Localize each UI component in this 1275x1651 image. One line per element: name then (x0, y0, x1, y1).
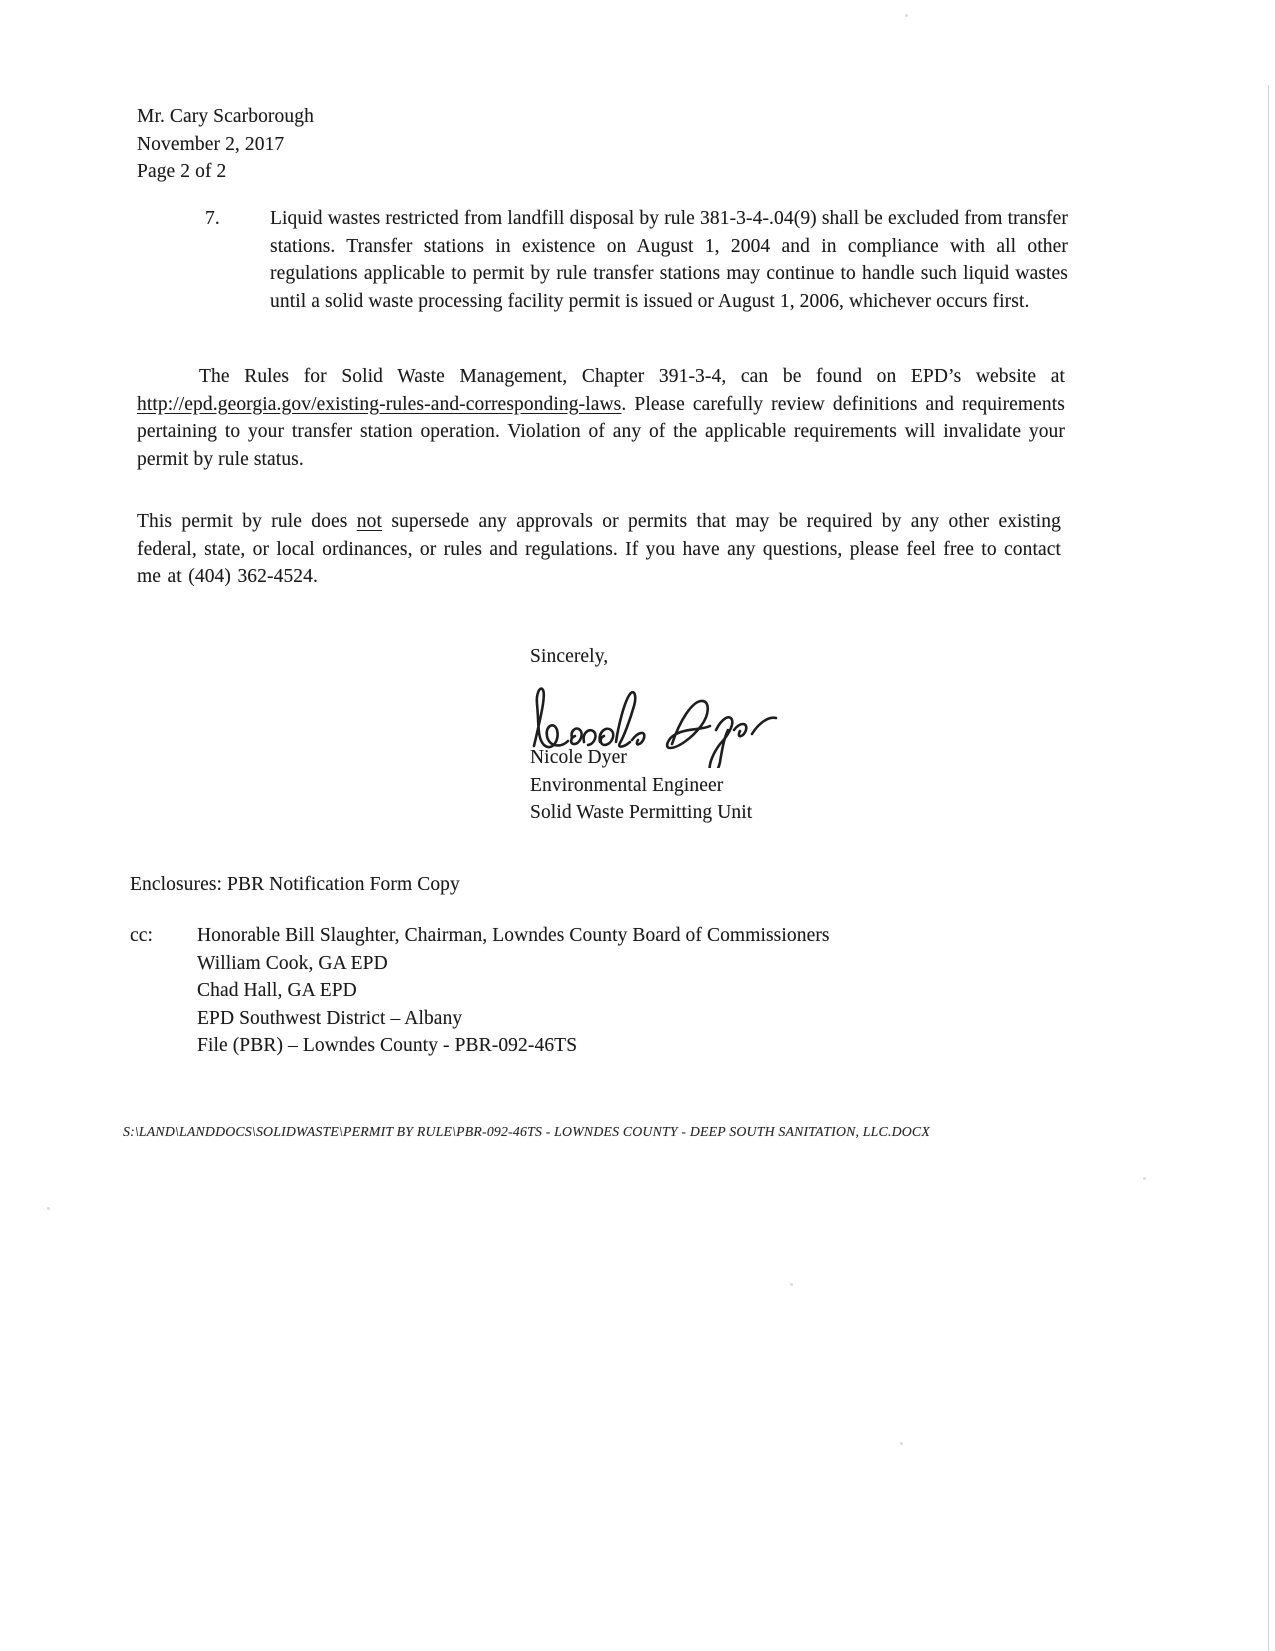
cc-list (197, 922, 830, 1060)
cc-item: EPD Southwest District – Albany (197, 1007, 463, 1029)
cc-item: William Cook, GA EPD (197, 952, 388, 974)
scan-speck (1143, 1177, 1146, 1180)
rules-text-after-link: . Please carefully review definitions and requirements pertaining to your transfer station operation. Violation of any of the applicable requirements will invalidate your permit by rule status. (137, 393, 1065, 470)
cc-item: Chad Hall, GA EPD (197, 980, 357, 1001)
sender-title: Environmental Engineer (530, 774, 724, 796)
recipient-name: Mr. Cary Scarborough (137, 106, 314, 127)
page-number-label: Page 2 of 2 (137, 161, 227, 182)
letter-header (137, 103, 314, 186)
list-item-7-text: Liquid wastes restricted from landfill disposal by rule 381-3-4-.04(9) shall be excluded from transfer stations. Transfer stations in existence on August 1, 2004 and in compliance with all other regulations applicable to permit by rule transfer stations may continue to handle such liquid wastes until a solid waste processing facility permit is issued or August 1, 2006, whichever occurs first. (270, 208, 1068, 312)
epd-rules-url: http://epd.georgia.gov/existing-rules-and-corresponding-laws (137, 393, 622, 415)
scan-speck (47, 1207, 50, 1210)
sender-name: Nicole Dyer (530, 747, 627, 768)
rules-text-before-link: The Rules for Solid Waste Management, Chapter 391-3-4, can be found on EPD’s website at (199, 366, 1065, 387)
underlined-not: not (356, 511, 382, 532)
signature-block (530, 744, 752, 827)
cc-label: cc: (130, 925, 154, 946)
permit-paragraph (137, 508, 1061, 591)
sender-unit: Solid Waste Permitting Unit (530, 802, 753, 823)
closing-salutation: Sincerely, (530, 646, 609, 667)
letter-date: November 2, 2017 (137, 133, 285, 155)
scan-speck (790, 1283, 793, 1286)
permit-text-after-not: supersede any approvals or permits that may be required by any other existing federal, state, or local ordinances, or rules and regulations. If you have any questions, please feel free to contact me at (404) 362-4524. (137, 511, 1061, 587)
scan-speck (905, 14, 908, 17)
permit-text-before-not: This permit by rule does (137, 511, 357, 532)
list-item-7-number: 7. (205, 208, 220, 229)
cc-item: Honorable Bill Slaughter, Chairman, Lowndes County Board of Commissioners (197, 925, 830, 946)
enclosures-line: Enclosures: PBR Notification Form Copy (130, 874, 460, 895)
scan-speck (900, 1442, 903, 1445)
rules-paragraph (137, 363, 1065, 473)
cc-item: File (PBR) – Lowndes County - PBR-092-46TS (197, 1035, 578, 1056)
scan-edge-line (1268, 85, 1269, 1651)
document-file-path: S:\LAND\LANDDOCS\SOLIDWASTE\PERMIT BY RULE\PBR-092-46TS - LOWNDES COUNTY - DEEP SOUTH SANITATION, LLC.DOCX (123, 1124, 930, 1139)
